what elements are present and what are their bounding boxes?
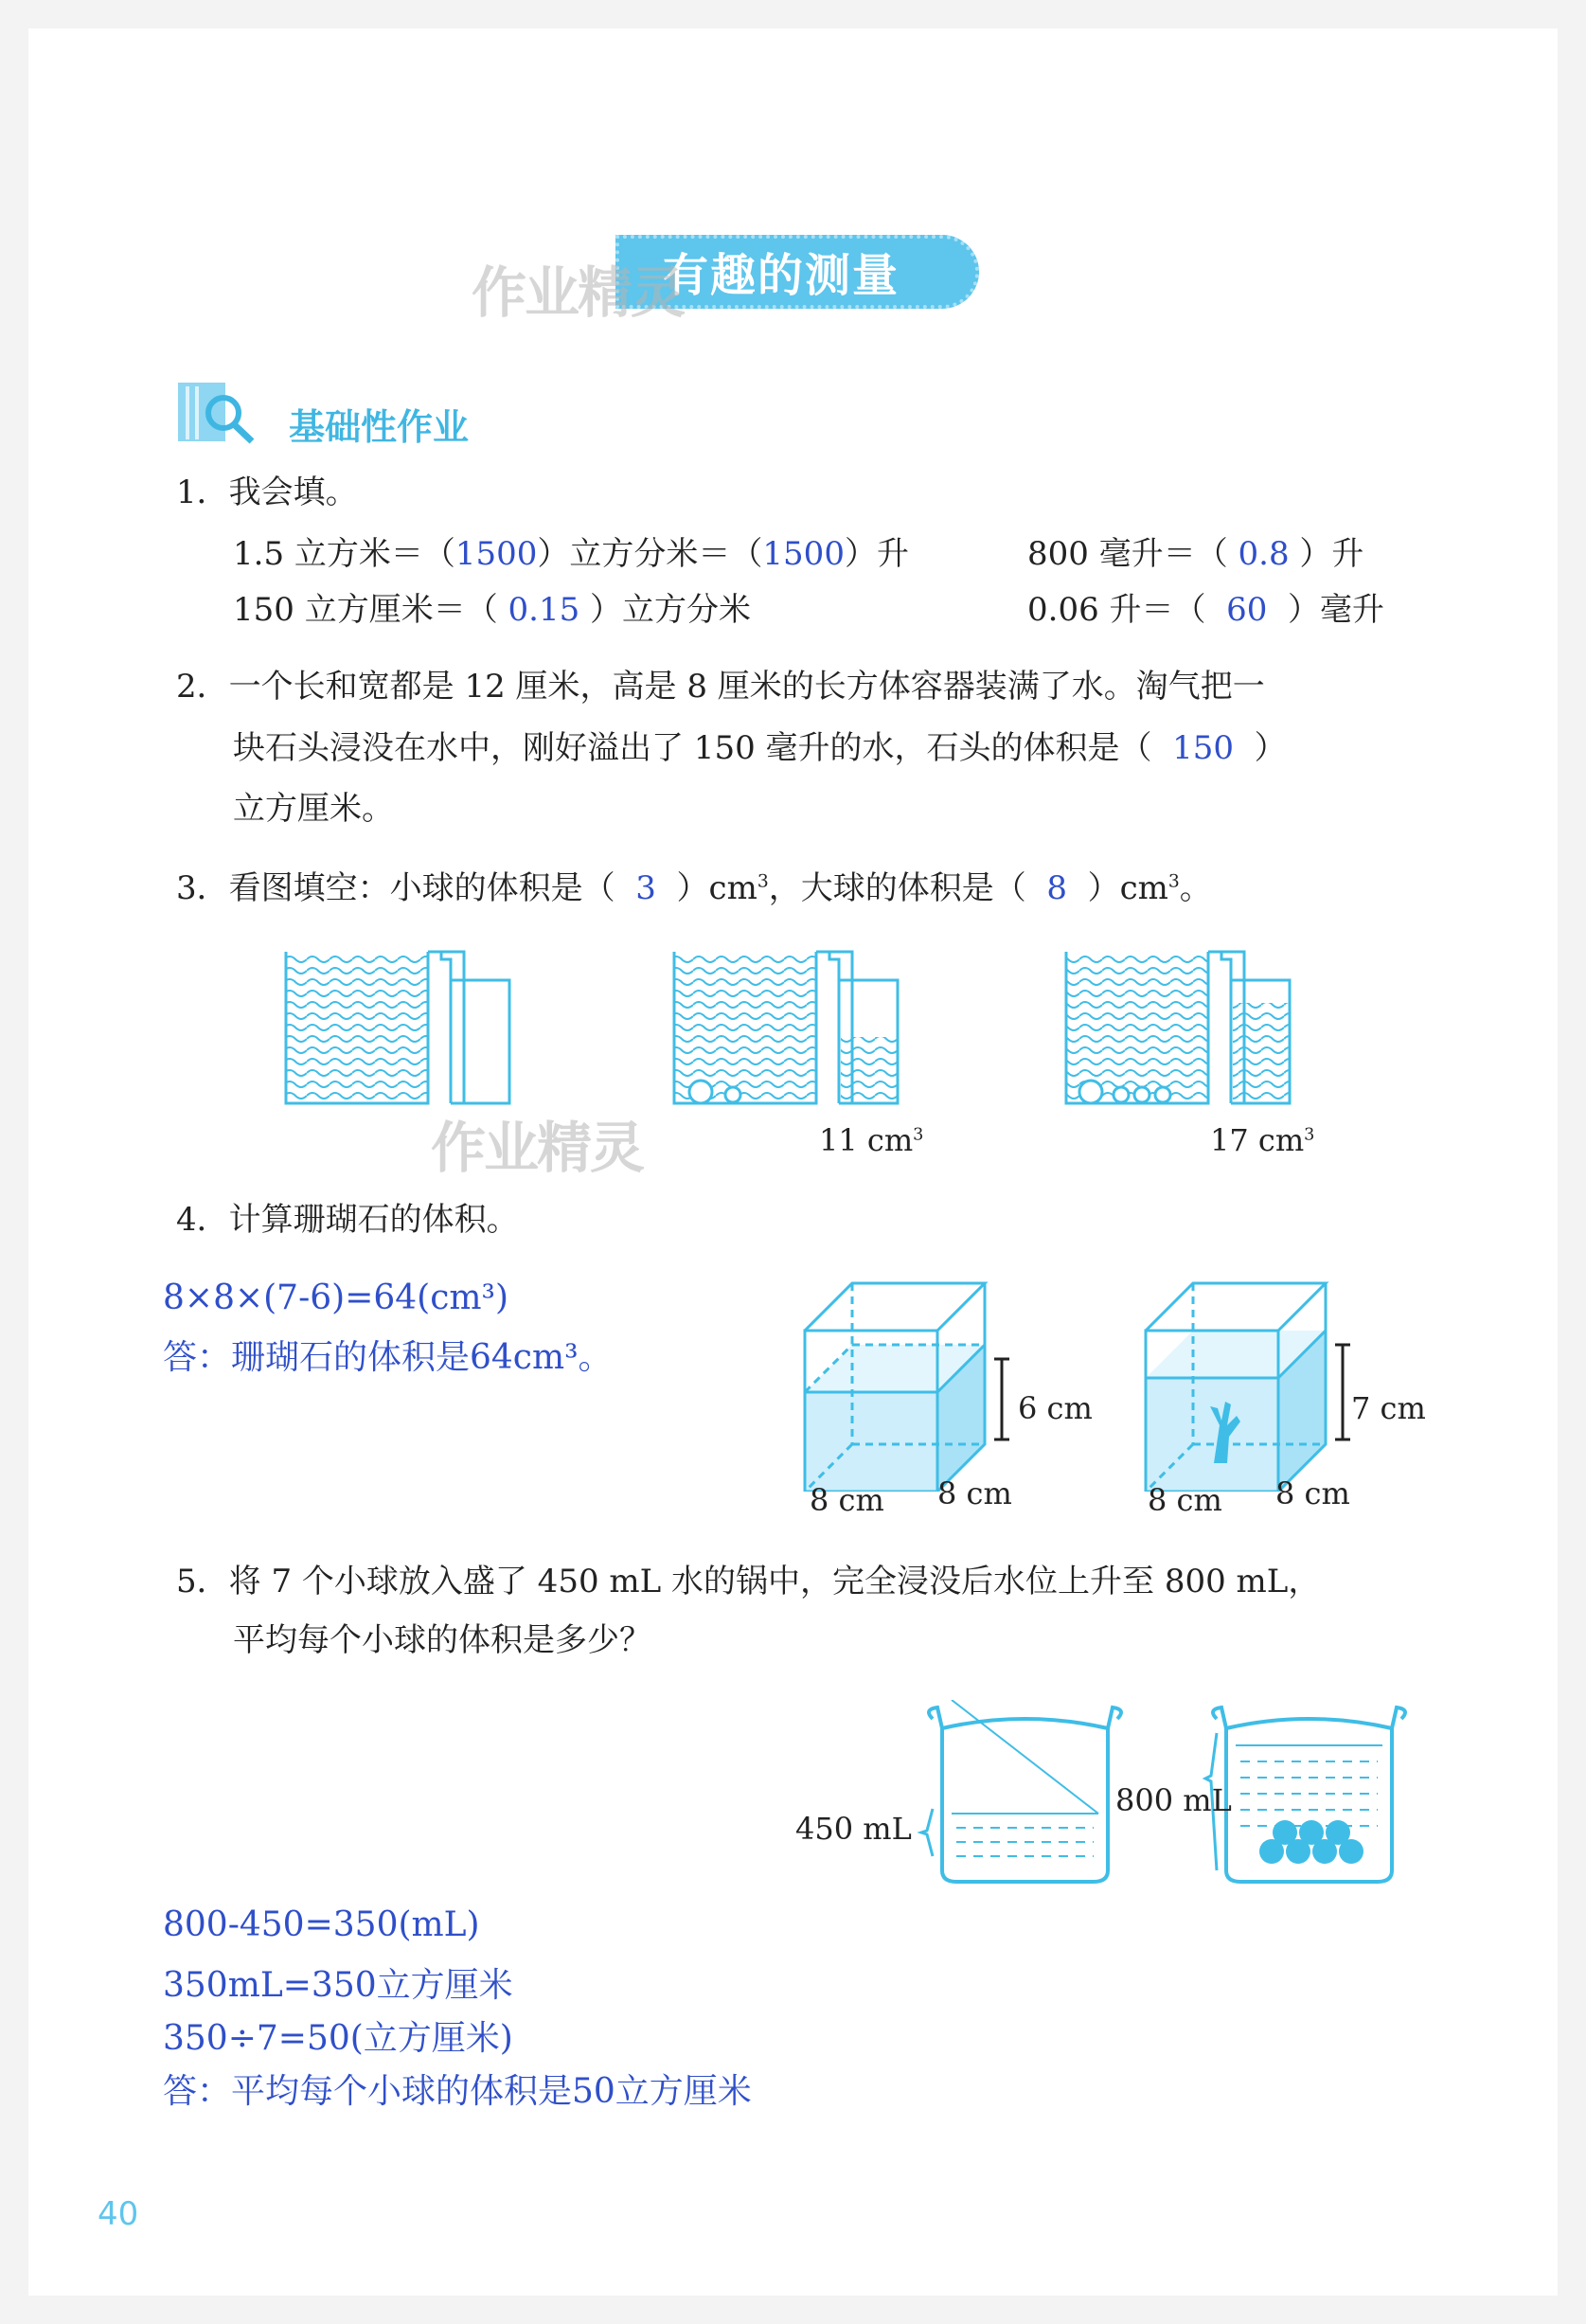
q3-answer-1: 3 (635, 869, 656, 907)
watermark-middle: 作业精灵 (431, 1116, 644, 1180)
section-heading: 基础性作业 (289, 406, 470, 448)
cube-2-width: 8 cm (1148, 1482, 1222, 1518)
q3-line: 3．看图填空：小球的体积是（ 3 ）$cm^3$，大球的体积是（ 8 ）$cm^3$。 (176, 869, 1212, 907)
watermark-top: 作业精灵 (472, 260, 685, 325)
page-title: 有趣的测量 (663, 249, 900, 302)
cube-1-width: 8 cm (810, 1482, 884, 1518)
cube-1-height: 6 cm (1018, 1390, 1093, 1426)
q4-work-2: 答：珊瑚石的体积是64cm³。 (163, 1338, 613, 1377)
cube-figure-2 (1146, 1283, 1350, 1492)
tank-figure-3 (1066, 952, 1290, 1103)
q2-line3: 立方厘米。 (233, 790, 394, 828)
pot-figure-1 (921, 1700, 1121, 1882)
q1-answer-4: 0.15 (508, 591, 580, 629)
cube-2-height: 7 cm (1351, 1390, 1426, 1426)
q5-work-4: 答：平均每个小球的体积是50立方厘米 (163, 2072, 752, 2111)
q2-line1: 2．一个长和宽都是 12 厘米，高是 8 厘米的长方体容器装满了水。淘气把一 (176, 668, 1265, 706)
q1-line1-right: 800 毫升＝（ 0.8 ）升 (1027, 535, 1364, 573)
q1-answer-1: 1500 (454, 535, 538, 573)
magnifier-book-icon (176, 381, 261, 447)
q3-answer-2: 8 (1046, 869, 1067, 907)
q1-answer-2: 1500 (762, 535, 845, 573)
q4-cubes (795, 1274, 1439, 1492)
q4-work-1: 8×8×(7-6)=64(cm³) (163, 1278, 508, 1317)
q1-line2-right: 0.06 升＝（ 60 ）毫升 (1027, 591, 1385, 629)
q5-line1: 5．将 7 个小球放入盛了 450 mL 水的锅中，完全浸没后水位上升至 800 mL， (176, 1563, 1321, 1600)
q2-answer: 150 (1172, 729, 1235, 767)
tank-2-label: 11 $cm^3$ (819, 1122, 924, 1158)
cube-2-depth: 8 cm (1275, 1475, 1350, 1511)
balls-icon (1259, 1820, 1363, 1864)
pot-figure-2 (1205, 1707, 1405, 1882)
q4-stem: 4．计算珊瑚石的体积。 (176, 1201, 519, 1239)
page (28, 28, 1558, 2296)
q1-stem: 1．我会填。 (176, 474, 358, 511)
pot-1-label: 450 mL (795, 1811, 912, 1847)
q1-line2: 150 立方厘米＝（ 0.15 ）立方分米 (233, 591, 752, 629)
q1-answer-5: 60 (1226, 591, 1268, 629)
q2-line2: 块石头浸没在水中，刚好溢出了 150 毫升的水，石头的体积是（ 150 ） (233, 729, 1287, 767)
q5-work-1: 800-450=350(mL) (163, 1905, 480, 1944)
q3-figures (284, 942, 1326, 1122)
q1-answer-3: 0.8 (1238, 535, 1290, 573)
page-number: 40 (98, 2195, 139, 2233)
tank-3-label: 17 $cm^3$ (1210, 1122, 1315, 1158)
cube-figure-1 (805, 1283, 1009, 1492)
q1-line1: 1.5 立方米＝（1500）立方分米＝（1500）升 (233, 535, 909, 573)
pot-2-label: 800 mL (1115, 1782, 1232, 1818)
q5-work-3: 350÷7=50(立方厘米) (163, 2019, 513, 2058)
tank-figure-2 (674, 952, 898, 1103)
q5-line2: 平均每个小球的体积是多少？ (233, 1621, 651, 1659)
q5-work-2: 350mL=350立方厘米 (163, 1966, 513, 2005)
cube-1-depth: 8 cm (937, 1475, 1012, 1511)
tank-figure-1 (286, 952, 509, 1103)
